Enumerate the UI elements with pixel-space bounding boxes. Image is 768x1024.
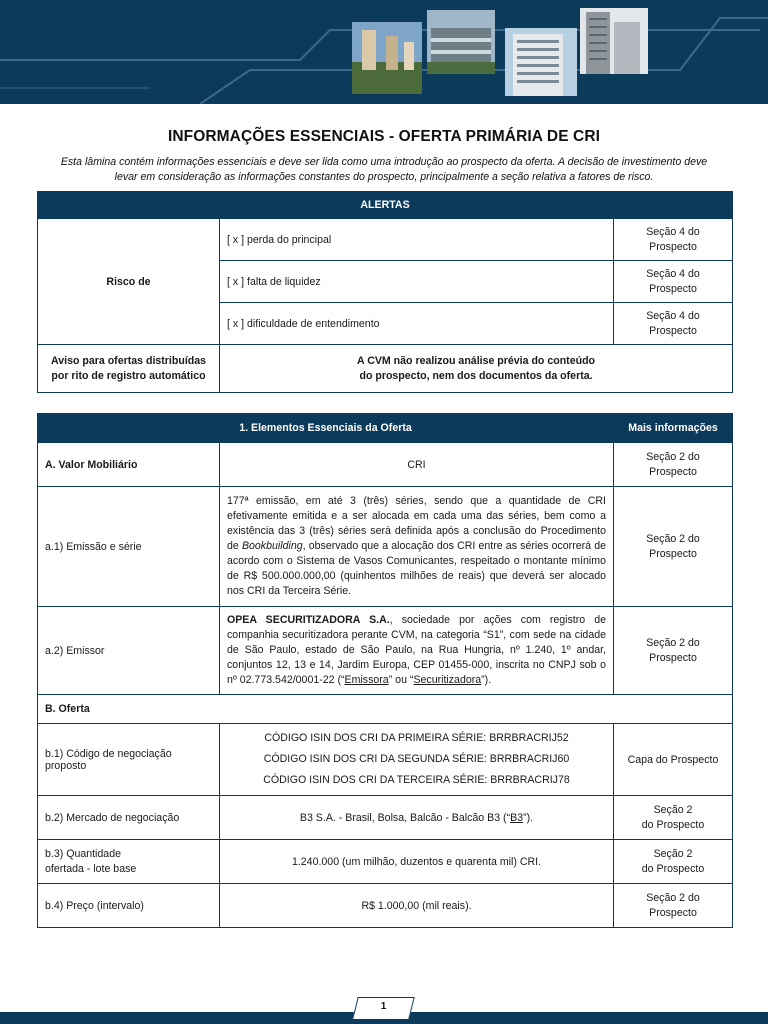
building-photo-4 bbox=[580, 8, 648, 74]
row-preco bbox=[38, 884, 733, 928]
row-label: b.3) Quantidade ofertada - lote base bbox=[38, 840, 220, 884]
row-ref: Seção 2 do Prospecto bbox=[614, 443, 733, 487]
row-emissao-serie bbox=[38, 487, 733, 607]
notice-text: A CVM não realizou análise prévia do conteúdo do prospecto, nem dos documentos da oferta. bbox=[220, 345, 733, 393]
row-value: CÓDIGO ISIN DOS CRI DA PRIMEIRA SÉRIE: BRRBRACRIJ52 CÓDIGO ISIN DOS CRI DA SEGUNDA SÉRIE: BRRBRACRIJ60 CÓDIGO ISIN DOS CRI DA TERCEIRA SÉRIE: BRRBRACRIJ78 bbox=[220, 724, 614, 796]
row-ref: Seção 2 do Prospecto bbox=[614, 796, 733, 840]
alerts-header: ALERTAS bbox=[38, 192, 733, 219]
row-label: b.2) Mercado de negociação bbox=[38, 796, 220, 840]
more-info-header: Mais informações bbox=[614, 414, 733, 443]
document-title: INFORMAÇÕES ESSENCIAIS - OFERTA PRIMÁRIA DE CRI bbox=[167, 128, 601, 145]
row-codigo-negociacao bbox=[38, 724, 733, 796]
building-photo-2 bbox=[427, 10, 495, 74]
row-ref: Seção 2 do Prospecto bbox=[614, 607, 733, 695]
row-ref: Seção 2 do Prospecto bbox=[614, 487, 733, 607]
risk-item-ref: Seção 4 do Prospecto bbox=[614, 261, 733, 303]
row-label: A. Valor Mobiliário bbox=[38, 443, 220, 487]
row-ref: Seção 2 do Prospecto bbox=[614, 840, 733, 884]
row-ref: Seção 2 do Prospecto bbox=[614, 884, 733, 928]
row-label: a.1) Emissão e série bbox=[38, 487, 220, 607]
building-photo-1 bbox=[352, 22, 422, 94]
row-mercado-negociacao bbox=[38, 796, 733, 840]
row-oferta-section bbox=[38, 695, 733, 724]
row-emissor bbox=[38, 607, 733, 695]
alert-row-principal bbox=[38, 219, 733, 261]
row-value: OPEA SECURITIZADORA S.A., sociedade por ações com registro de companhia securitizadora perante CVM, na categoria “S1”, com sede na cidade de São Paulo, estado de São Paulo, na Rua Hungria, nº 1.240, 1º andar, conjuntos 12, 13 e 14, Jardim Europa, CEP 01455-000, inscrita no CNPJ sob o nº 02.773.542/0001-22 (“Emissora” ou “Securitizadora”). bbox=[220, 607, 614, 695]
row-value: CRI bbox=[220, 443, 614, 487]
row-value: R$ 1.000,00 (mil reais). bbox=[220, 884, 614, 928]
row-label: b.4) Preço (intervalo) bbox=[38, 884, 220, 928]
row-ref: Capa do Prospecto bbox=[614, 724, 733, 796]
notice-label: Aviso para ofertas distribuídas por rito de registro automático bbox=[38, 345, 220, 393]
risk-label: Risco de bbox=[38, 219, 220, 345]
row-value: B3 S.A. - Brasil, Bolsa, Balcão - Balcão B3 (“B3”). bbox=[220, 796, 614, 840]
risk-item-text: [ x ] perda do principal bbox=[220, 219, 614, 261]
offer-header: 1. Elementos Essenciais da Oferta bbox=[38, 414, 614, 443]
row-value: 1.240.000 (um milhão, duzentos e quarenta mil) CRI. bbox=[220, 840, 614, 884]
risk-item-text: [ x ] falta de liquidez bbox=[220, 261, 614, 303]
row-label: a.2) Emissor bbox=[38, 607, 220, 695]
alerts-table bbox=[37, 191, 733, 393]
offer-elements-table bbox=[37, 413, 733, 928]
row-value: 177ª emissão, em até 3 (três) séries, sendo que a quantidade de CRI efetivamente emitida e a ser alocada em cada uma das séries, bem como a existência das 3 (três) séries será definida após a conclusão do Procedimento de Bookbuilding, observado que a alocação dos CRI entre as séries ocorrerá de acordo com o Sistema de Vasos Comunicantes, respeitado o montante mínimo de R$ 500.000.000,00 (quinhentos milhões de reais) que deverá ser alocado nos CRI da Terceira Série. bbox=[220, 487, 614, 607]
section-label: B. Oferta bbox=[38, 695, 733, 724]
risk-item-ref: Seção 4 do Prospecto bbox=[614, 219, 733, 261]
row-valor-mobiliario bbox=[38, 443, 733, 487]
alert-row-notice bbox=[38, 345, 733, 393]
risk-item-text: [ x ] dificuldade de entendimento bbox=[220, 303, 614, 345]
building-photo-3 bbox=[505, 28, 577, 96]
header-banner bbox=[0, 0, 768, 104]
page-number: 1 bbox=[380, 1001, 387, 1012]
row-label: b.1) Código de negociação proposto bbox=[38, 724, 220, 796]
risk-item-ref: Seção 4 do Prospecto bbox=[614, 303, 733, 345]
document-intro: Esta lâmina contém informações essenciais e deve ser lida como uma introdução ao prospecto da oferta. A decisão de investimento deve levar em consideração as informações constantes do prospecto, principalmente a seção relativa a fatores de risco. bbox=[60, 156, 708, 183]
row-quantidade bbox=[38, 840, 733, 884]
